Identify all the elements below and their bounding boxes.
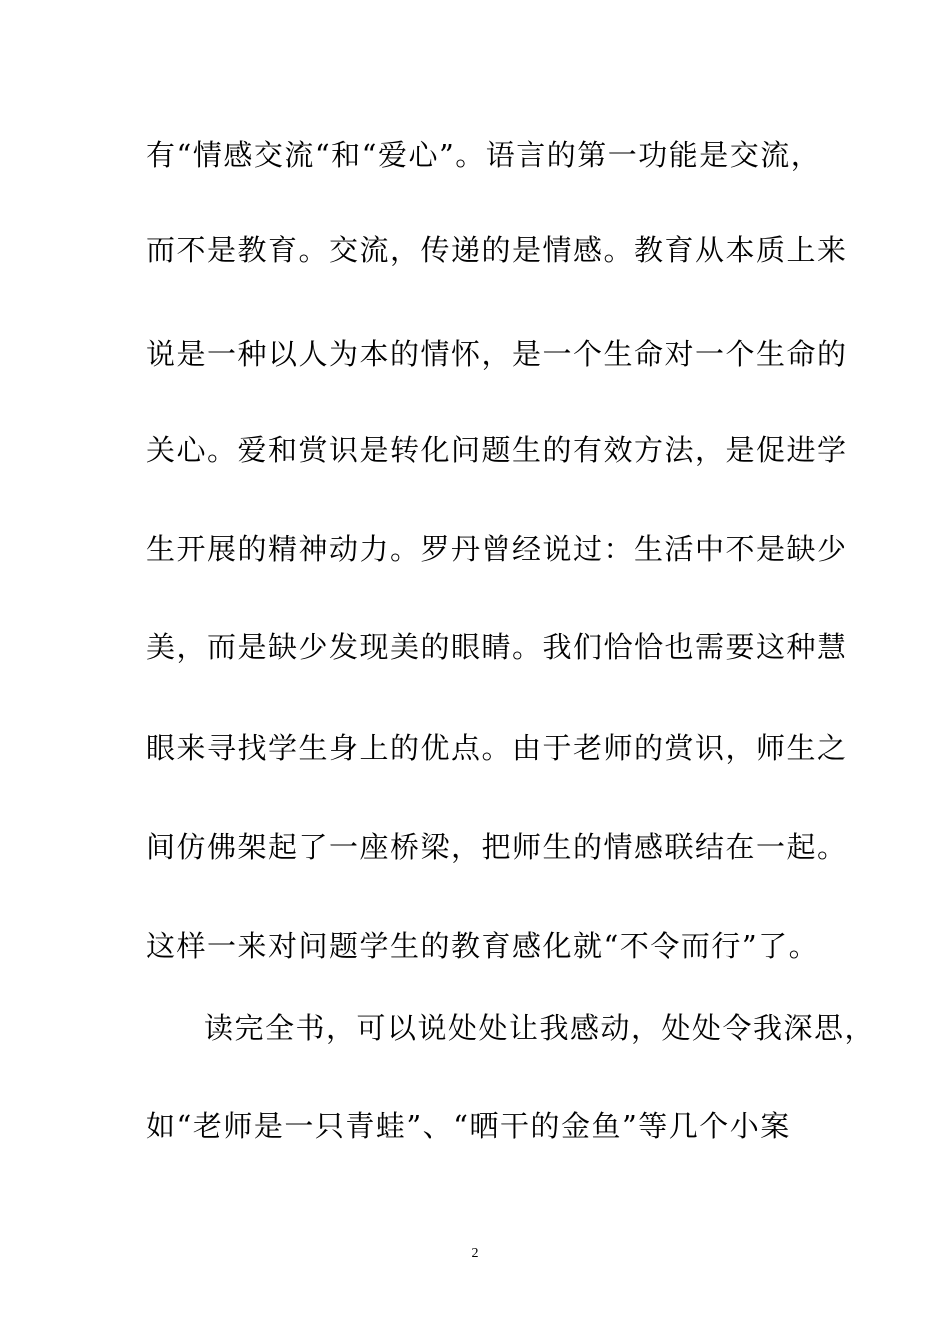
text-line: 有“情感交流“和“爱心”。语言的第一功能是交流， [146, 138, 822, 172]
text-line: 如“老师是一只青蛙”、“晒干的金鱼”等几个小案 [146, 1109, 791, 1143]
paragraph-first-line: 读完全书，可以说处处让我感动，处处令我深思， [204, 1011, 876, 1045]
text-line: 这样一来对问题学生的教育感化就“不令而行”了。 [146, 929, 820, 963]
text-line: 美，而是缺少发现美的眼睛。我们恰恰也需要这种慧 [146, 630, 848, 664]
text-line: 关心。爱和赏识是转化问题生的有效方法，是促进学 [146, 433, 848, 467]
text-line: 说是一种以人为本的情怀，是一个生命对一个生命的 [146, 337, 848, 371]
text-line: 间仿佛架起了一座桥梁，把师生的情感联结在一起。 [146, 830, 848, 864]
page-number: 2 [471, 1246, 479, 1261]
text-line: 生开展的精神动力。罗丹曾经说过：生活中不是缺少 [146, 532, 848, 566]
text-line: 而不是教育。交流，传递的是情感。教育从本质上来 [146, 233, 848, 267]
text-line: 眼来寻找学生身上的优点。由于老师的赏识，师生之 [146, 731, 848, 765]
